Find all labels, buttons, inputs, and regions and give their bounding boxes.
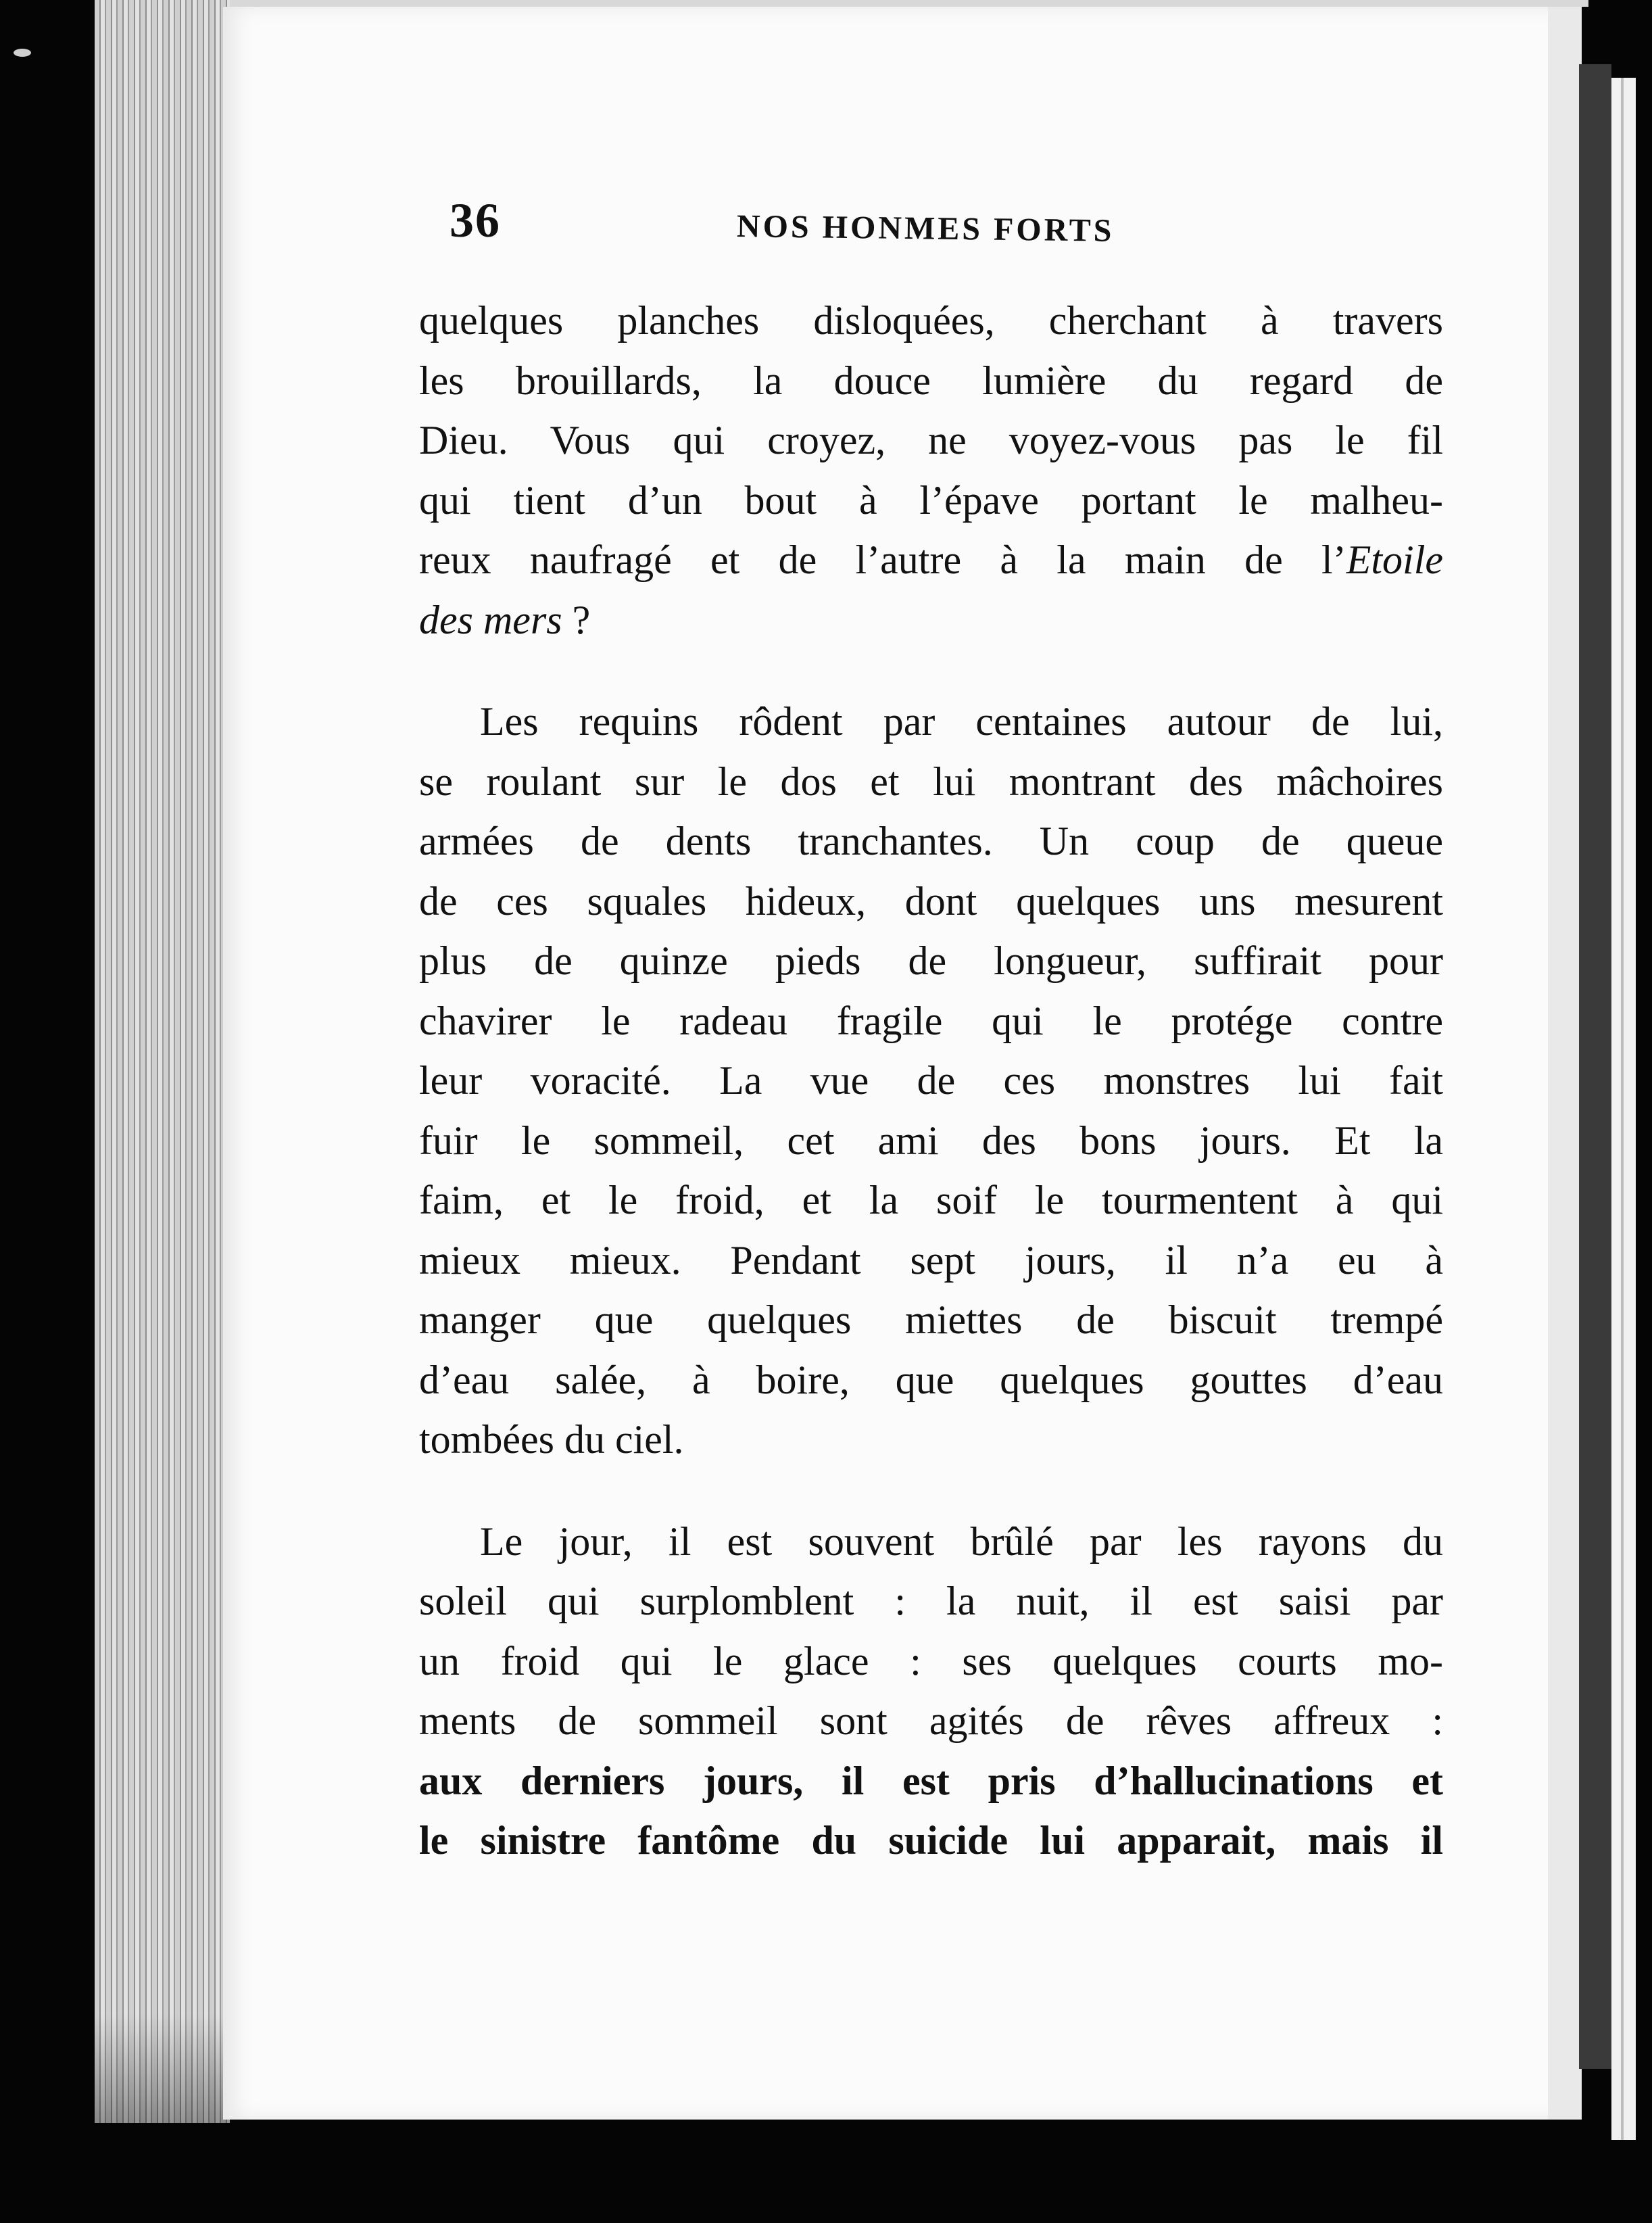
page-stack-edges — [95, 0, 230, 2123]
text-line: tombées du ciel. — [419, 1417, 684, 1462]
text-line: qui tient d’un bout à l’épave portant le malheu- — [419, 477, 1443, 523]
text-line-with-italic: des mers ? — [419, 597, 591, 642]
text-fragment: reux naufragé et de l’autre à la main de l’ — [419, 537, 1346, 582]
paragraph-2 — [419, 692, 1443, 1470]
text-line: aux derniers jours, il est pris d’hallucinations et — [419, 1758, 1443, 1803]
text-line: faim, et le froid, et la soif le tourmentent à qui — [419, 1178, 1443, 1222]
text-line: fuir le sommeil, cet ami des bons jours. Et la — [419, 1118, 1443, 1163]
text-line: mieux mieux. Pendant sept jours, il n’a eu à — [419, 1237, 1443, 1283]
text-line: Le jour, il est souvent brûlé par les rayons du — [480, 1519, 1443, 1564]
scan-top-edge — [128, 0, 1588, 7]
text-line: d’eau salée, à boire, que quelques gouttes d’eau — [419, 1357, 1443, 1402]
body-text — [419, 291, 1443, 1871]
text-line: Les requins rôdent par centaines autour de lui, — [480, 699, 1443, 744]
paragraph-1 — [419, 291, 1443, 650]
text-line: leur voracité. La vue de ces monstres lui fait — [419, 1058, 1443, 1103]
page-stack-shadow — [95, 2015, 230, 2123]
italic-fragment: Etoile — [1346, 537, 1443, 582]
text-line: chavirer le radeau fragile qui le protége contre — [419, 998, 1443, 1043]
text-line: soleil qui surplomblent : la nuit, il est saisi par — [419, 1579, 1443, 1623]
facing-page-fold — [1621, 78, 1624, 2140]
text-line: le sinistre fantôme du suicide lui apparait, mais il — [419, 1818, 1443, 1863]
text-line: ments de sommeil sont agités de rêves affreux : — [419, 1698, 1443, 1743]
text-line: manger que quelques miettes de biscuit trempé — [419, 1297, 1443, 1342]
text-line: un froid qui le glace : ses quelques courts mo- — [419, 1638, 1443, 1683]
page-header — [450, 193, 1423, 254]
text-line: se roulant sur le dos et lui montrant des mâchoires — [419, 759, 1443, 804]
running-title: NOS HONMES FORTS — [736, 208, 1115, 249]
paragraph-3 — [419, 1512, 1443, 1871]
text-line: armées de dents tranchantes. Un coup de queue — [419, 819, 1443, 863]
scan-speck — [14, 49, 31, 57]
page-number: 36 — [450, 193, 501, 247]
text-line: quelques planches disloquées, cherchant à travers — [419, 298, 1443, 343]
text-line: Dieu. Vous qui croyez, ne voyez-vous pas le fil — [419, 418, 1443, 462]
page-margin-strip — [1548, 7, 1582, 2120]
binding-shadow — [1579, 64, 1611, 2069]
text-line: plus de quinze pieds de longueur, suffirait pour — [419, 938, 1443, 983]
text-line: de ces squales hideux, dont quelques uns mesurent — [419, 878, 1443, 924]
text-line-with-italic — [419, 530, 1443, 590]
facing-page-edge — [1611, 78, 1636, 2140]
italic-fragment: des mers — [419, 597, 562, 642]
text-line: les brouillards, la douce lumière du regard de — [419, 358, 1443, 403]
